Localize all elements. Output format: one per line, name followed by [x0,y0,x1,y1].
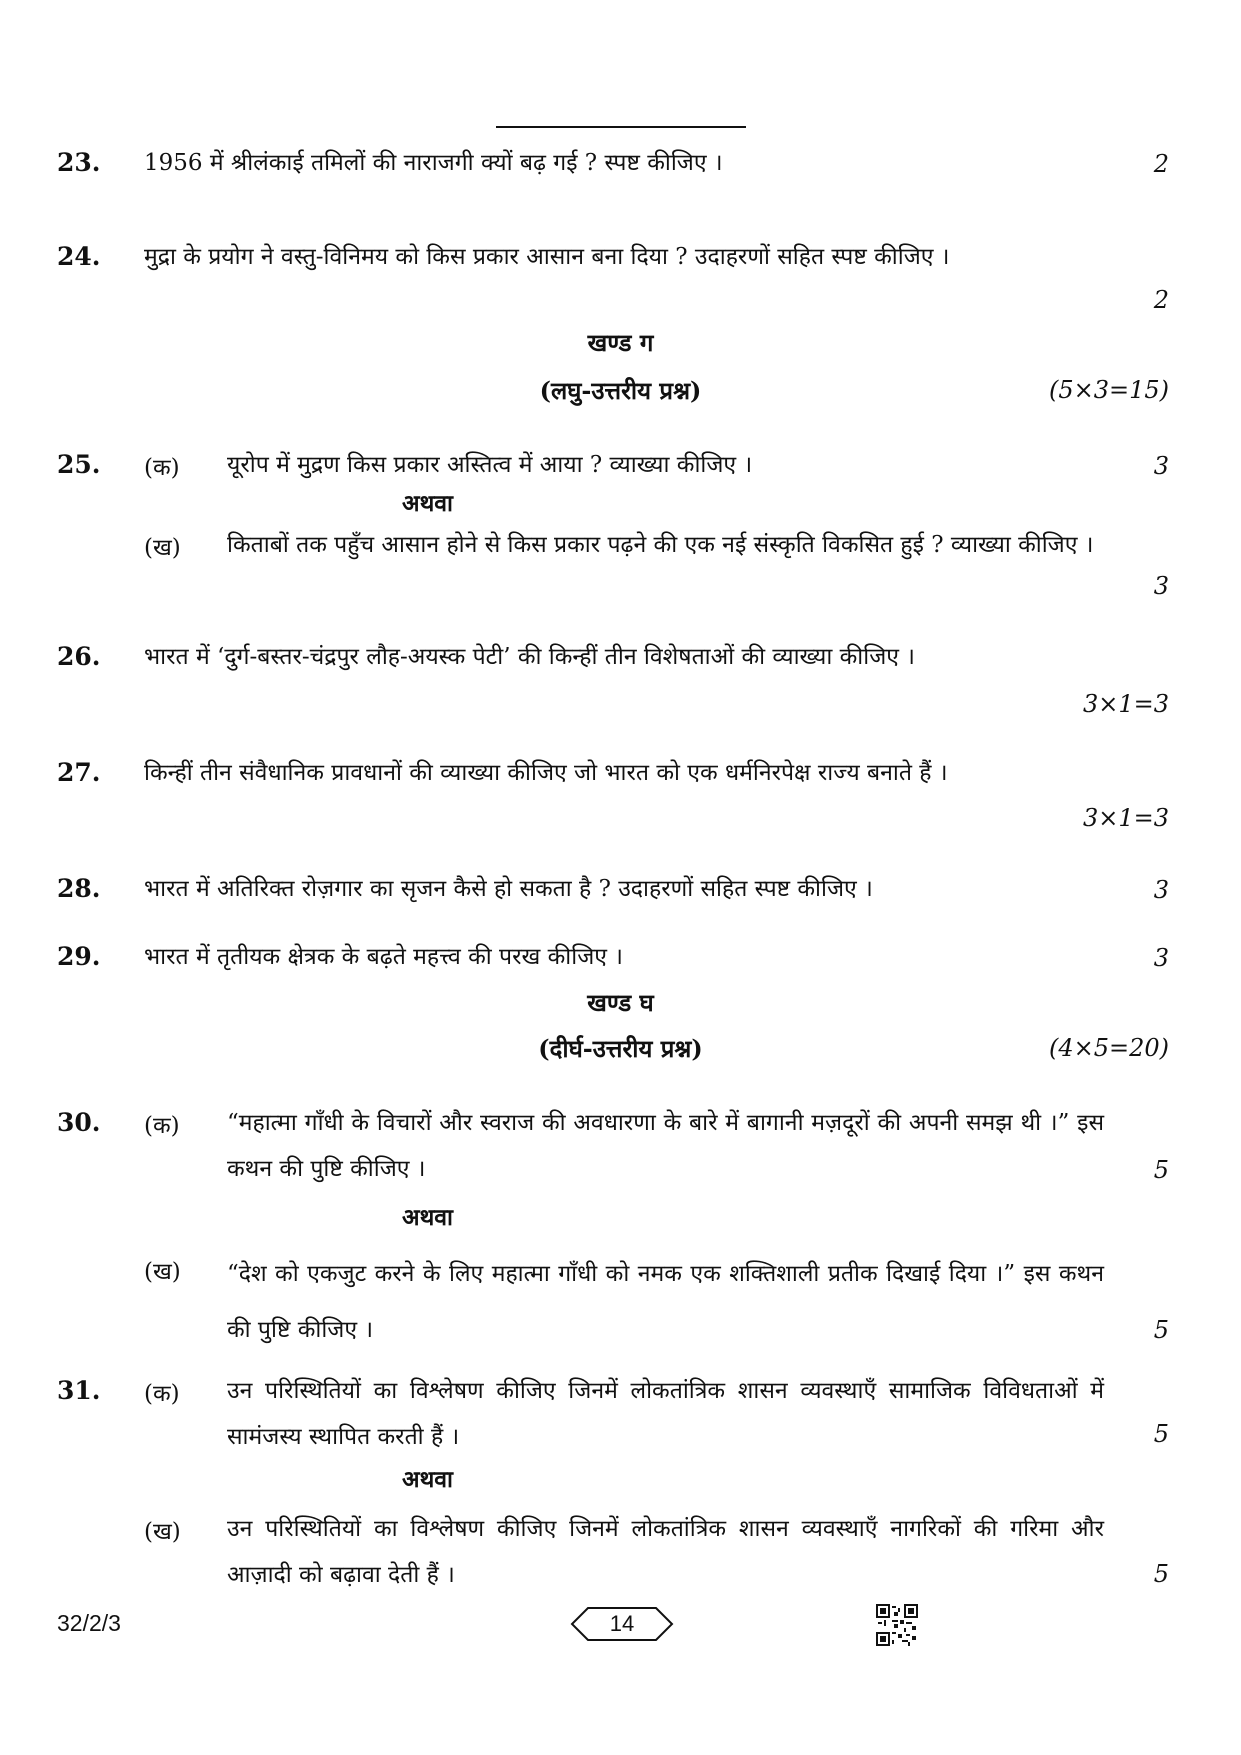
question-28-text: भारत में अतिरिक्त रोज़गार का सृजन कैसे हो सकता है ? उदाहरणों सहित स्पष्ट कीजिए । [144,876,873,902]
question-23-text: 1956 में श्रीलंकाई तमिलों की नाराजगी क्यों बढ़ गई ? स्पष्ट कीजिए । [144,150,723,176]
option-b-label: (ख) [144,535,181,561]
section-c-subtitle: (लघु-उत्तरीय प्रश्न) [539,376,702,405]
question-number-30: 30. [57,1108,101,1137]
or-separator: अथवा [402,1204,454,1231]
question-number-24: 24. [57,242,101,271]
question-25b-marks: 3 [1153,572,1169,600]
question-26-marks: 3×1=3 [1082,690,1169,718]
question-28-marks: 3 [1153,876,1169,904]
option-b-label: (ख) [144,1519,181,1545]
question-30a-text: “महात्मा गाँधी के विचारों और स्वराज की अवधारणा के बारे में बागानी मज़दूरों की अपनी समझ थी ।” इस कथन की पुष्टि कीजिए । [227,1110,1104,1182]
question-number-27: 27. [57,758,101,787]
qr-code-icon [876,1604,918,1646]
page-number: 14 [609,1611,635,1636]
question-number-25: 25. [57,450,101,479]
question-25a-text: यूरोप में मुद्रण किस प्रकार अस्तित्व में आया ? व्याख्या कीजिए । [227,452,753,478]
top-divider [496,126,746,128]
section-d-title: खण्ड घ [587,988,654,1017]
or-separator: अथवा [402,490,454,517]
section-d-marks: (4×5=20) [1048,1034,1169,1062]
question-23-marks: 2 [1153,150,1169,178]
question-31a-marks: 5 [1153,1420,1169,1448]
question-30b-text: “देश को एकजुट करने के लिए महात्मा गाँधी को नमक एक शक्तिशाली प्रतीक दिखाई दिया ।” इस कथन की पुष्टि कीजिए । [227,1261,1104,1343]
question-25b-text: किताबों तक पहुँच आसान होने से किस प्रकार पढ़ने की एक नई संस्कृति विकसित हुई ? व्याख्या कीजिए । [227,532,1094,558]
question-24-marks: 2 [1153,286,1169,314]
question-24-text: मुद्रा के प्रयोग ने वस्तु-विनिमय को किस प्रकार आसान बना दिया ? उदाहरणों सहित स्पष्ट कीजिए । [144,244,950,270]
question-number-23: 23. [57,148,101,177]
or-separator: अथवा [402,1466,454,1493]
question-29-text: भारत में तृतीयक क्षेत्रक के बढ़ते महत्त्व की परख कीजिए । [144,944,624,970]
question-31b-text: उन परिस्थितियों का विश्लेषण कीजिए जिनमें लोकतांत्रिक शासन व्यवस्थाएँ नागरिकों की गरिमा और आज़ादी को बढ़ावा देती हैं । [227,1516,1104,1588]
question-30b-marks: 5 [1153,1316,1169,1344]
question-25a-marks: 3 [1153,452,1169,480]
option-a-label: (क) [144,1381,180,1407]
question-30a-marks: 5 [1153,1156,1169,1184]
option-b-label: (ख) [144,1259,181,1285]
question-number-28: 28. [57,874,101,903]
question-27-marks: 3×1=3 [1082,804,1169,832]
question-31b-marks: 5 [1153,1560,1169,1588]
option-a-label: (क) [144,455,180,481]
question-26-text: भारत में ‘दुर्ग-बस्तर-चंद्रपुर लौह-अयस्क पेटी’ की किन्हीं तीन विशेषताओं की व्याख्या कीजिए । [144,644,916,670]
section-c-title: खण्ड ग [587,328,654,357]
question-31a-text: उन परिस्थितियों का विश्लेषण कीजिए जिनमें लोकतांत्रिक शासन व्यवस्थाएँ सामाजिक विविधताओं में सामंजस्य स्थापित करती हैं । [227,1378,1104,1450]
question-number-31: 31. [57,1376,101,1405]
section-d-subtitle: (दीर्घ-उत्तरीय प्रश्न) [538,1034,703,1063]
question-number-26: 26. [57,642,101,671]
question-29-marks: 3 [1153,944,1169,972]
section-c-marks: (5×3=15) [1048,376,1169,404]
question-27-text: किन्हीं तीन संवैधानिक प्रावधानों की व्याख्या कीजिए जो भारत को एक धर्मनिरपेक्ष राज्य बनाते हैं । [144,760,948,786]
question-number-29: 29. [57,942,101,971]
option-a-label: (क) [144,1113,180,1139]
paper-code: 32/2/3 [57,1610,121,1636]
